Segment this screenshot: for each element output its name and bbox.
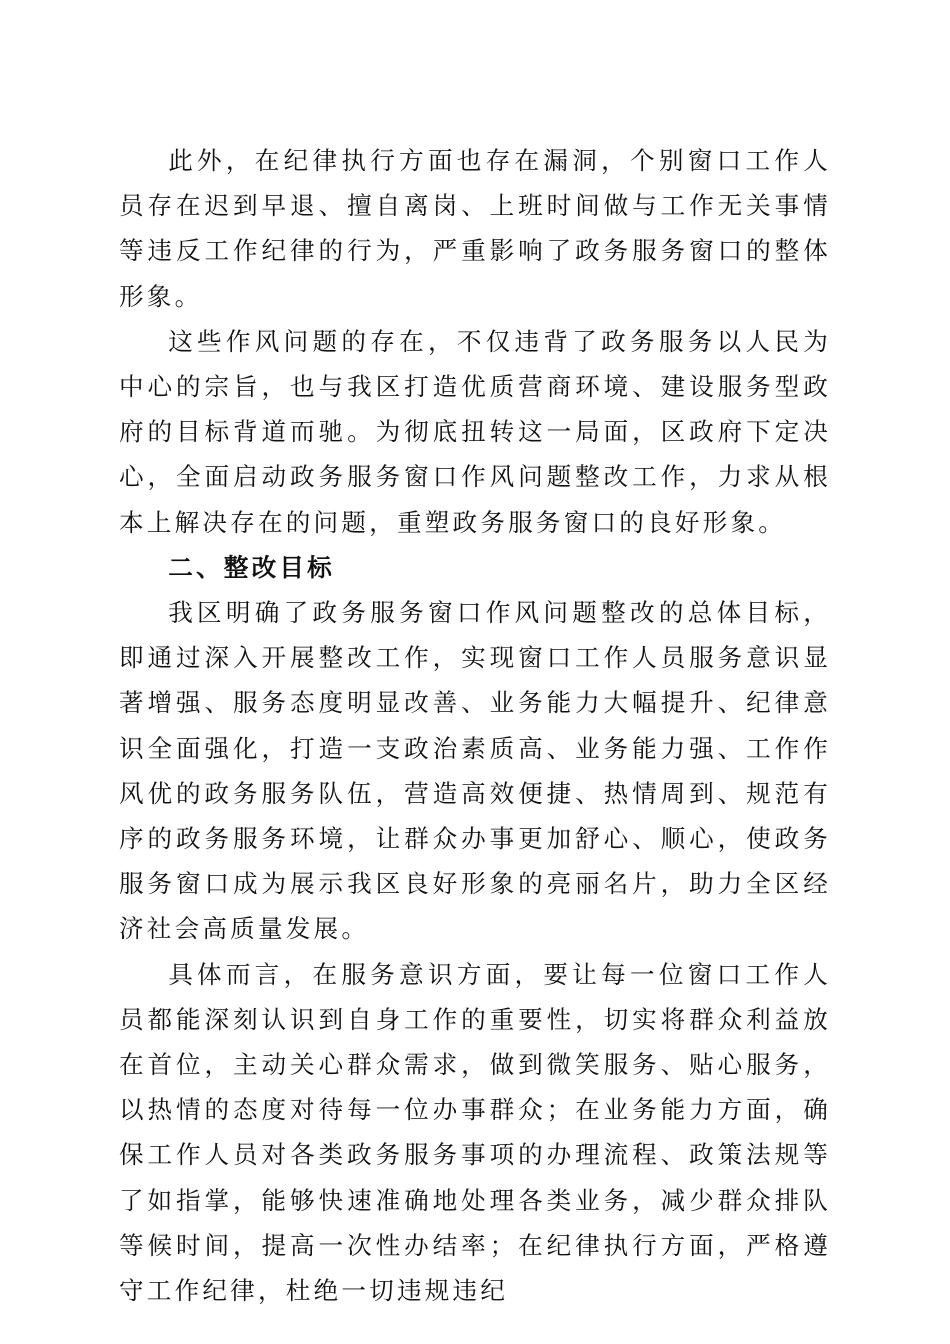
section-heading-goals: 二、整改目标: [168, 552, 335, 582]
paragraph-problem-impact: 这些作风问题的存在，不仅违背了政务服务以人民为中心的宗旨，也与我区打造优质营商环境、建设服务型政府的目标背道而驰。为彻底扭转这一局面，区政府下定决心，全面启动政务服务窗口作风问题整改工作，力求从根本上解决存在的问题，重塑政务服务窗口的良好形象。: [119, 326, 831, 537]
document-body: [119, 138, 831, 1313]
paragraph-specific-goals: 具体而言，在服务意识方面，要让每一位窗口工作人员都能深刻认识到自身工作的重要性，切实将群众利益放在首位，主动关心群众需求，做到微笑服务、贴心服务，以热情的态度对待每一位办事群众；在业务能力方面，确保工作人员对各类政务服务事项的办理流程、政策法规等了如指掌，能够快速准确地处理各类业务，减少群众排队等候时间，提高一次性办结率；在纪律执行方面，严格遵守工作纪律，杜绝一切违规违纪: [119, 959, 831, 1306]
paragraph-overall-goal: 我区明确了政务服务窗口作风问题整改的总体目标，即通过深入开展整改工作，实现窗口工作人员服务意识显著增强、服务态度明显改善、业务能力大幅提升、纪律意识全面强化，打造一支政治素质高、业务能力强、工作作风优的政务服务队伍，营造高效便捷、热情周到、规范有序的政务服务环境，让群众办事更加舒心、顺心，使政务服务窗口成为展示我区良好形象的亮丽名片，助力全区经济社会高质量发展。: [119, 598, 831, 944]
paragraph-discipline-issues: 此外，在纪律执行方面也存在漏洞，个别窗口工作人员存在迟到早退、擅自离岗、上班时间做与工作无关事情等违反工作纪律的行为，严重影响了政务服务窗口的整体形象。: [119, 146, 831, 311]
